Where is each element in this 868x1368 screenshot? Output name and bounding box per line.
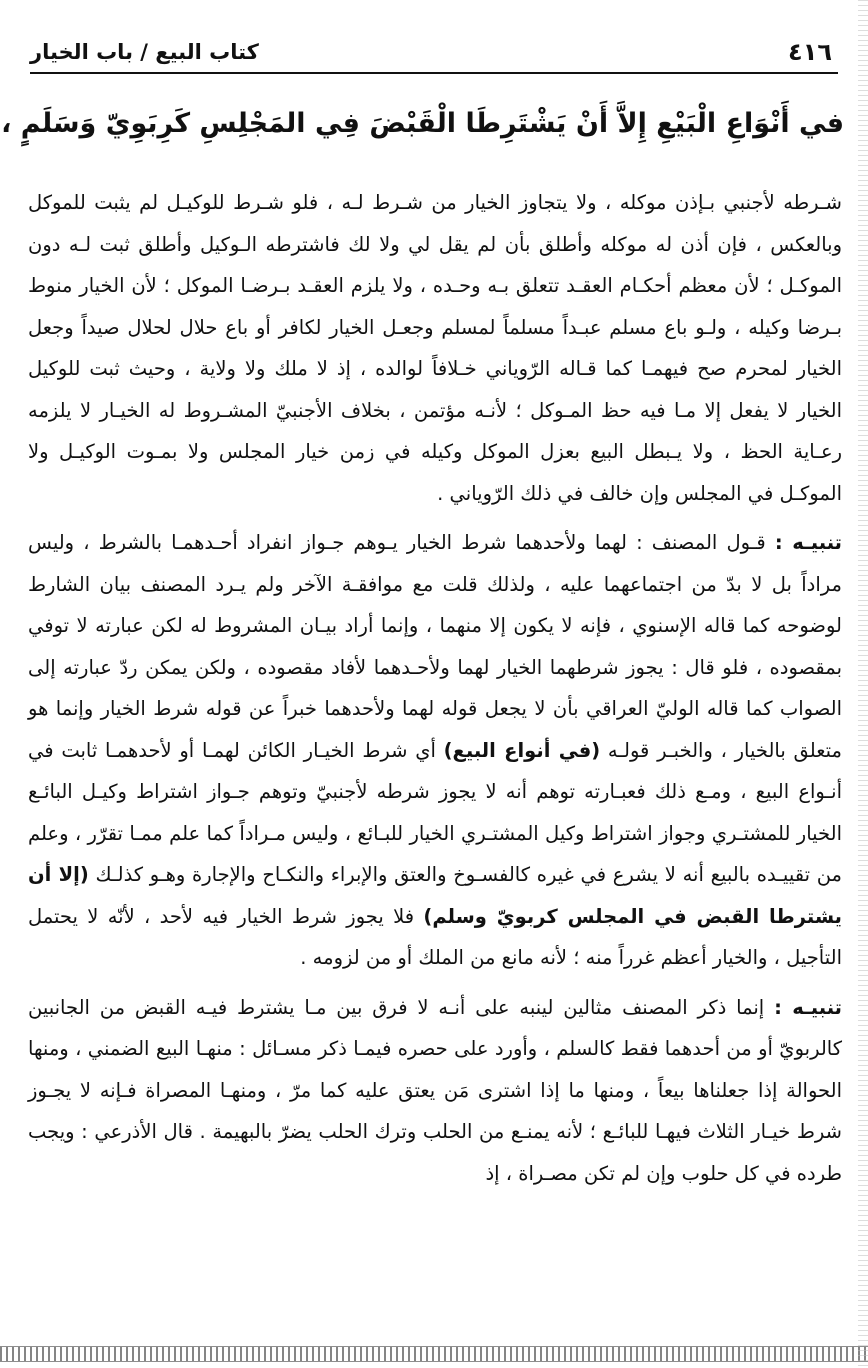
- paragraph-2-text-c: أي شرط الخيـار الكائن لهمـا أو لأحدهمـا ثابت في أنـواع البيع ، ومـع ذلك فعبـارته توهم أنه لا يجوز شرطه لأجنبيّ وتوهم جـواز اشتراط وكيـل البائـع الخيار للمشتـري وجواز اشتراط وكيل المشتـري الخيار للبـائع ، وليس مـراداً كما علم ممـا تقرّر ، وعلم من تقييـده بالبيع أنه لا يشرع في غيره كالفسـوخ والعتق والإبراء والنكـاح والإجارة وهـو كذلـك: [28, 738, 843, 886]
- matn-text: في أَنْوَاعِ الْبَيْعِ إِلاَّ أَنْ يَشْتَرِطَا الْقَبْضَ فِي المَجْلِسِ كَرِبَوِيّ وَسَلَمٍ ،: [1, 108, 844, 139]
- page-number: ٤١٦: [788, 38, 832, 66]
- paragraph-2-text-a: قـول المصنف : لهما ولأحدهما شرط الخيار يـوهم جـواز انفراد أحـدهمـا بالشرط ، وليس مراداً بل لا بدّ من اجتماعهما عليه ، ولذلك قلت مع موافقـة الآخر ولم يـرد المصنف بيان الشارط لوضوحه كما قاله الإسنوي ، فإنه لا يكون إلا منهما ، وإنما أراد بيـان المشروط له لكن عبارته لا توفي بمقصوده ، فلو قال : يجوز شرطهما الخيار لهما ولأحـدهما لأفاد مقصوده ، ولكن يمكن ردّ عبارته إلى الصواب كما قاله الوليّ العراقي بأن لا يجعل قوله لهما ولأحدهما خبراً عن قوله شرط الخيار وإنما هو متعلق بالخيار ، والخبـر قولـه: [28, 531, 842, 762]
- note-label: تنبيـه :: [774, 995, 842, 1019]
- paragraph-1: شـرطه لأجنبي بـإذن موكله ، ولا يتجاوز الخيار من شـرط لـه ، فلو شـرط للوكيـل لم يثبت للموكل وبالعكس ، فإن أذن له موكله وأطلق بأن لم يقل لي ولا لك فاشترطه الـوكيل وأطلق ثبت لـه دون الموكـل ؛ لأن معظم أحكـام العقـد تتعلق بـه وحـده ، ولا يلزم العقـد بـرضـا الموكل ؛ لأن الخيار منوط بـرضا وكيله ، ولـو باع مسلم عبـداً مسلماً لمسلم وجعـل الخيار لكافر أو باع حلال لحلال صيداً وجعل الخيار لمحرم صح فيهمـا كما قـاله الرّوياني خـلافاً لوالده ، إذ لا ملك ولا ولاية ، وحيث ثبت للوكيل الخيار لا يفعل إلا مـا فيه حظ المـوكل ؛ لأنـه مؤتمن ، بخلاف الأجنبيّ المشـروط له الخيـار لا يلزمه رعـاية الحظ ، ولا يـبطل البيع بعزل الموكل وكيله في زمن خيار المجلس ولا بمـوت الوكيـل ولا الموكـل في المجلس وإن خالف في ذلك الرّوياني .: [28, 191, 842, 505]
- page-edge: [858, 0, 868, 1368]
- footer-ornament-border: [0, 1346, 868, 1362]
- running-title: كتاب البيع / باب الخيار: [30, 40, 259, 64]
- quoted-matn-2: (إلا أن يشترطا القبض في المجلس كربويّ وسلم): [28, 863, 843, 928]
- note-label: تنبيـه :: [774, 531, 843, 554]
- page-header: [30, 36, 838, 74]
- paragraph-3: [28, 987, 842, 1195]
- quoted-matn-1: (في أنواع البيع): [443, 738, 601, 762]
- paragraph-2: [28, 522, 842, 979]
- paragraph-2-text-e: فلا يجوز شرط الخيار فيه لأحد ، لأنّه لا يحتمل التأجيل ، والخيار أعظم غرراً منه ؛ لأنه مانع من الملك أو من لزومه .: [28, 904, 842, 969]
- commentary-body: [28, 182, 842, 1194]
- paragraph-3-text: إنما ذكر المصنف مثالين لينبه على أنـه لا فرق بين مـا يشترط فيـه القبض من الجانبين كالربويّ أو من أحدهما فقط كالسلم ، وأورد على حصره فيمـا ذكر مسـائل : منهـا البيع الضمني ، ومنها الحوالة إذا جعلناها بيعاً ، ومنها ما إذا اشترى مَن يعتق عليه كما مرّ ، ومنهـا المصراة فـإنه لا يجـوز شرط خيـار الثلاث فيهـا للبائـع ؛ لأنه يمنـع من الحلب وترك الحلب يضرّ بالبهيمة . قال الأذرعي : ويجب طرده في كل حلوب وإن لم تكن مصـراة ، إذ: [28, 995, 842, 1185]
